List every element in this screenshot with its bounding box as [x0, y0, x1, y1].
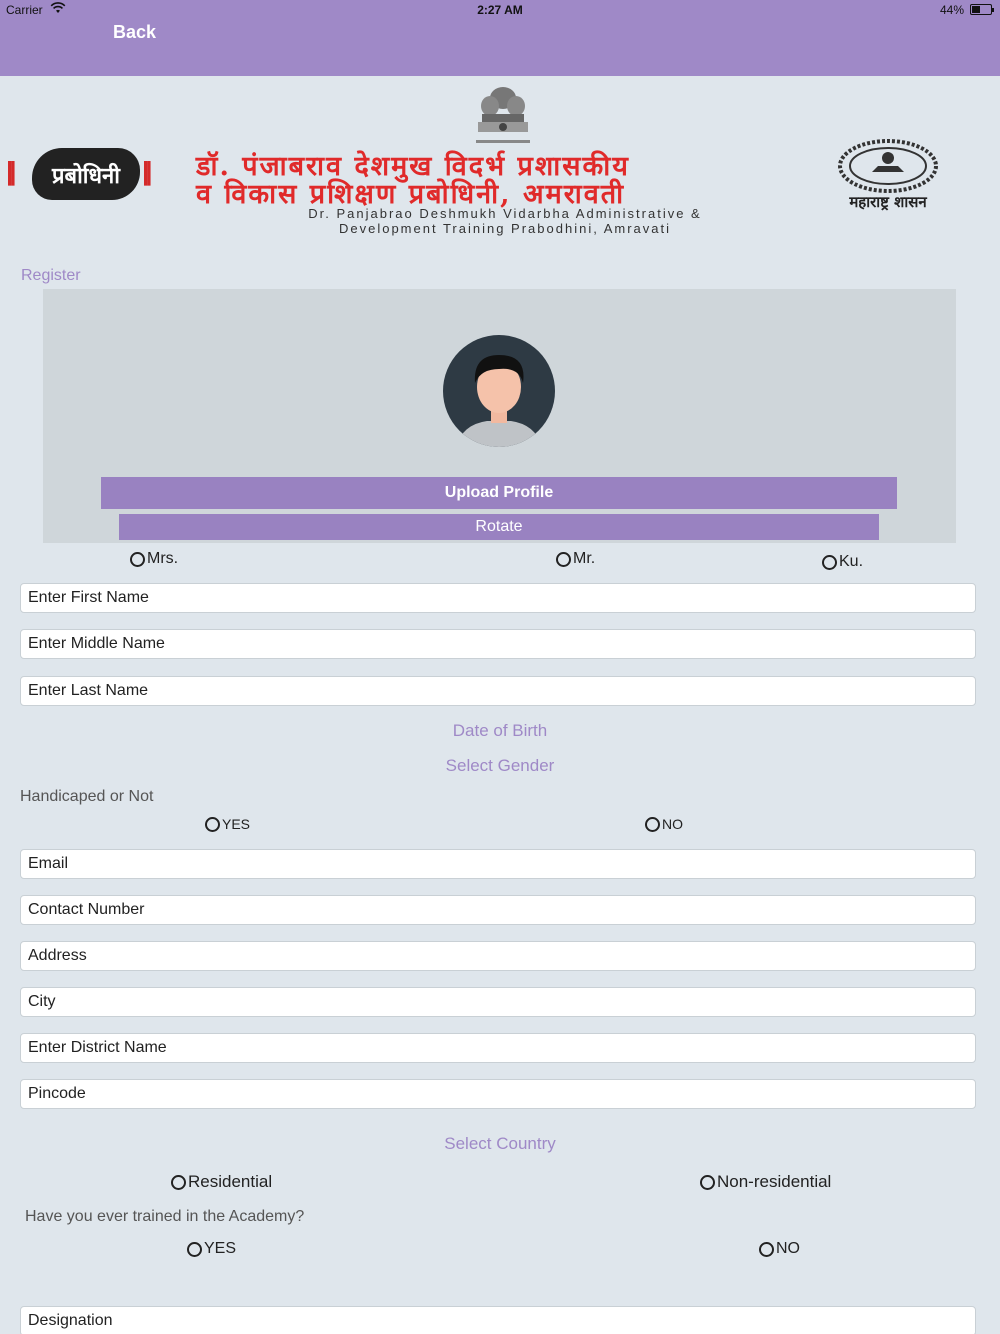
upload-profile-button[interactable]: Upload Profile: [101, 477, 897, 509]
radio-circle-icon: [130, 552, 145, 567]
radio-ku[interactable]: [822, 553, 863, 571]
battery-icon: [970, 4, 992, 15]
battery-percent: 44%: [939, 3, 964, 17]
last-name-input[interactable]: [20, 676, 976, 706]
header-banner: [0, 76, 1000, 246]
radio-label: YES: [204, 1240, 237, 1257]
title-hindi-line1: डॉ. पंजाबराव देशमुख विदर्भ प्रशासकीय: [196, 151, 630, 182]
prabodhini-logo: || प्रबोधिनी ||: [4, 146, 164, 204]
radio-label: Ku.: [839, 553, 864, 570]
register-heading: Register: [21, 267, 81, 284]
profile-photo-panel: [43, 289, 956, 543]
radio-mrs[interactable]: [130, 550, 178, 568]
radio-handicap-yes[interactable]: [205, 816, 250, 832]
district-input[interactable]: [20, 1033, 976, 1063]
title-english-line2: Development Training Prabodhini, Amravati: [338, 221, 672, 236]
handicap-question: Handicaped or Not: [20, 788, 154, 805]
radio-residential[interactable]: [171, 1172, 272, 1192]
radio-circle-icon: [205, 817, 220, 832]
radio-label: Residential: [188, 1172, 273, 1191]
title-english: [200, 206, 810, 236]
gender-selector[interactable]: Select Gender: [445, 756, 555, 775]
middle-name-input[interactable]: [20, 629, 976, 659]
carrier-label: Carrier: [6, 3, 43, 17]
country-selector[interactable]: Select Country: [444, 1134, 556, 1153]
radio-handicap-no[interactable]: [645, 816, 683, 832]
back-button[interactable]: Back: [113, 22, 157, 42]
email-input[interactable]: [20, 849, 976, 879]
date-of-birth-picker[interactable]: Date of Birth: [452, 721, 548, 740]
radio-trained-yes[interactable]: [187, 1240, 236, 1258]
address-input[interactable]: [20, 941, 976, 971]
radio-non-residential[interactable]: [700, 1172, 831, 1192]
trained-question: Have you ever trained in the Academy?: [25, 1208, 305, 1225]
radio-label: Non-residential: [717, 1172, 832, 1191]
status-bar: [0, 0, 1000, 22]
first-name-input[interactable]: [20, 583, 976, 613]
contact-number-input[interactable]: [20, 895, 976, 925]
radio-circle-icon: [822, 555, 837, 570]
clock: 2:27 AM: [477, 3, 523, 17]
title-hindi-line2: व विकास प्रशिक्षण प्रबोधिनी, अमरावती: [196, 179, 626, 210]
radio-label: Mr.: [573, 550, 596, 567]
avatar-icon[interactable]: [437, 329, 561, 453]
radio-circle-icon: [187, 1242, 202, 1257]
city-input[interactable]: [20, 987, 976, 1017]
maharashtra-seal-icon: [836, 138, 940, 194]
radio-label: NO: [662, 816, 683, 832]
seal-caption: महाराष्ट्र शासन: [849, 193, 927, 211]
radio-label: Mrs.: [147, 550, 179, 567]
radio-circle-icon: [700, 1175, 715, 1190]
radio-circle-icon: [556, 552, 571, 567]
designation-input[interactable]: [20, 1306, 976, 1334]
radio-trained-no[interactable]: [759, 1240, 800, 1258]
radio-circle-icon: [171, 1175, 186, 1190]
radio-label: NO: [776, 1240, 800, 1257]
radio-mr[interactable]: [556, 550, 595, 568]
radio-circle-icon: [645, 817, 660, 832]
radio-label: YES: [222, 816, 251, 832]
pincode-input[interactable]: [20, 1079, 976, 1109]
rotate-button[interactable]: Rotate: [119, 514, 879, 540]
title-english-line1: Dr. Panjabrao Deshmukh Vidarbha Administrative &: [308, 206, 702, 221]
radio-circle-icon: [759, 1242, 774, 1257]
national-emblem-icon: [468, 84, 538, 146]
